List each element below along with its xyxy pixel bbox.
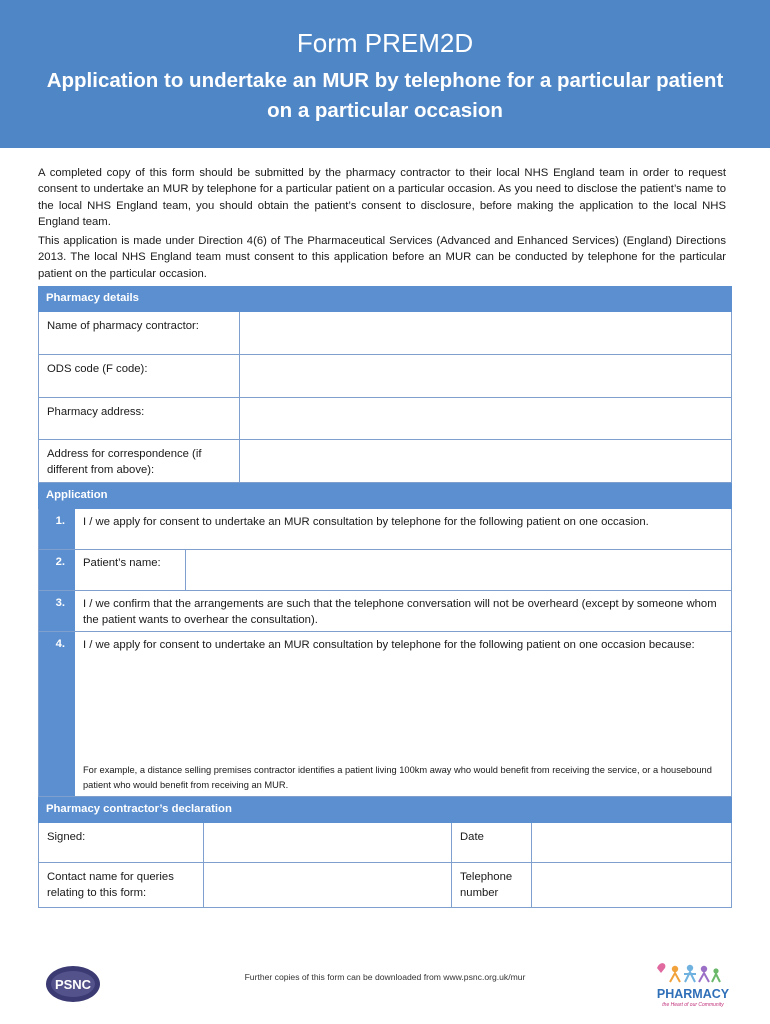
date-label: Date [452, 823, 532, 862]
correspondence-address-label: Address for correspondence (if different from above): [39, 440, 240, 482]
correspondence-address-field[interactable] [240, 440, 731, 482]
pharmacy-logo [648, 960, 738, 1010]
psnc-logo [44, 964, 102, 1004]
patient-name-field[interactable] [186, 550, 731, 590]
application-item-1 [38, 509, 732, 550]
section-heading-application: Application [38, 483, 732, 509]
form-subtitle: Application to undertake an MUR by telephone for a particular patient on a particular occasion [46, 69, 724, 122]
patient-name-label: Patient’s name: [75, 550, 186, 590]
item-text-4: I / we apply for consent to undertake an MUR consultation by telephone for the following patient on one occasion because: [83, 639, 695, 651]
reason-text-area[interactable] [75, 674, 731, 756]
pharmacy-logo-tagline: the Heart of our Community [662, 1002, 724, 1008]
ods-code-field[interactable] [240, 355, 731, 397]
form-title: Form PREM2D [296, 28, 474, 58]
date-field[interactable] [532, 823, 731, 862]
pharmacy-logo-text: PHARMACY [656, 987, 730, 1001]
item-text-1: I / we apply for consent to undertake an MUR consultation by telephone for the following patient on one occasion. [83, 516, 649, 528]
pharmacy-address-field[interactable] [240, 398, 731, 439]
psnc-logo-text: PSNC [54, 977, 92, 992]
application-item-2 [38, 550, 732, 591]
pharmacy-name-field[interactable] [240, 312, 731, 354]
pharmacy-address-label: Pharmacy address: [39, 398, 240, 439]
footer-download-note: Further copies of this form can be downloaded from www.psnc.org.uk/mur [244, 972, 526, 982]
section-heading-pharmacy-details: Pharmacy details [38, 286, 732, 312]
item-number-4: 4. [39, 632, 75, 796]
example-note: For example, a distance selling premises contractor identifies a patient living 100km away who would benefit from receiving the service, or a housebound patient who would benefit from receiving an MUR. [83, 765, 712, 790]
section-heading-declaration: Pharmacy contractor’s declaration [38, 797, 732, 823]
pharmacy-name-label: Name of pharmacy contractor: [39, 312, 240, 354]
signed-row [38, 823, 732, 863]
pharmacy-address-row [38, 398, 732, 440]
ods-code-row [38, 355, 732, 398]
telephone-label: Telephone number [452, 863, 532, 907]
ods-code-label: ODS code (F code): [39, 355, 240, 397]
signed-field[interactable] [204, 823, 452, 862]
signed-label: Signed: [39, 823, 204, 862]
item-number-1: 1. [39, 509, 75, 549]
contact-name-field[interactable] [204, 863, 452, 907]
item-number-2: 2. [39, 550, 75, 590]
contact-row [38, 863, 732, 908]
correspondence-address-row [38, 440, 732, 483]
form-header-banner [0, 0, 770, 148]
intro-paragraph-1: A completed copy of this form should be submitted by the pharmacy contractor to their local NHS England team in order to request consent to undertake an MUR by telephone for a particular patient on a particular occasion. As you need to disclose the patient’s name to the local NHS England team, you should obtain the patient’s consent to disclosure, before making the application to the local NHS England team. [38, 167, 726, 228]
contact-name-label: Contact name for queries relating to this form: [39, 863, 204, 907]
pharmacy-name-row [38, 312, 732, 355]
intro-paragraph-2: This application is made under Direction 4(6) of The Pharmaceutical Services (Advanced and Enhanced Services) (England) Directions 2013. The local NHS England team must consent to this application before an MUR can be conducted by telephone for the particular patient on the particular occasion. [38, 235, 726, 280]
telephone-field[interactable] [532, 863, 731, 907]
application-item-3 [38, 591, 732, 632]
application-item-4 [38, 632, 732, 797]
item-text-3: I / we confirm that the arrangements are such that the telephone conversation will not be overheard (except by someone whom the patient wants to overhear the consultation). [83, 598, 717, 627]
item-number-3: 3. [39, 591, 75, 631]
